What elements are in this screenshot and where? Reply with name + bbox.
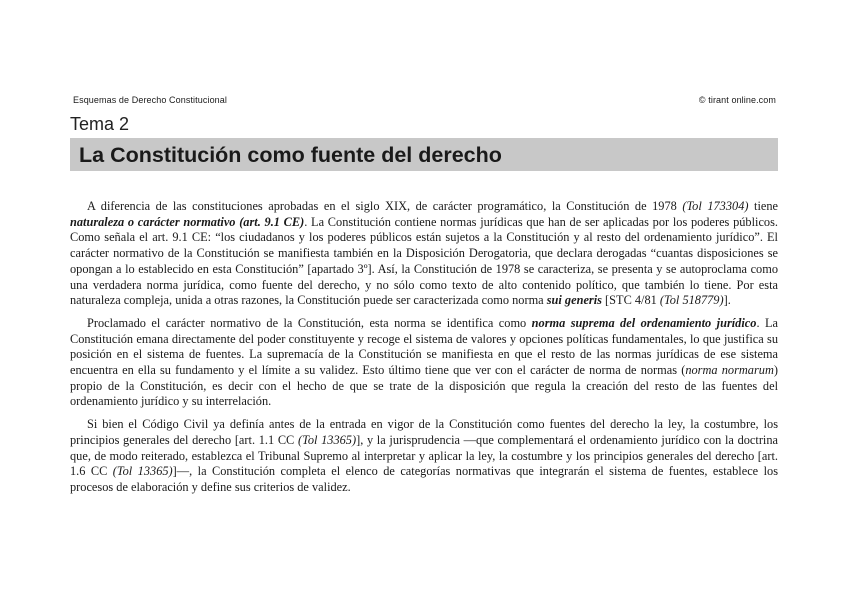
paragraph-text: [STC 4/81 (601, 293, 660, 308)
paragraph-text: Proclamado el carácter normativo de la Constitución, esta norma se identifica como (87, 315, 532, 330)
paragraph-text: . La Constitución contiene normas jurídicas que han de ser aplicadas por los poderes públicos. Como señala el art. 9.1 CE: “los ciudadanos y los poderes públicos están sujetos a la Constitución y al resto del ordenamiento jurídico”. El carácter normativo de la Constitución se manifiesta también en la Disposición Derogatoria, que declara derogadas “cuantas disposiciones se opongan a lo establecido en esta Constitución” [apartado 3º]. Así, la Constitución de 1978 se caracteriza, se presenta y se autoproclama como una verdadera norma jurídica, como fuente del derecho, y no sólo como texto de alto contenido político, que también lo tiene. Por esta naturaleza compleja, unida a otras razones, la Constitución puede ser caracterizada como norma (70, 214, 778, 308)
emphasized-term: naturaleza o carácter normativo (art. 9.1 CE) (70, 214, 305, 229)
paragraph-text: ], y la jurisprudencia —que complementará el ordenamiento jurídico con la doctrina que, de modo reiterado, establezca el Tribunal Supremo al interpretar y aplicar la ley, la costumbre y los principios generales del derecho [art. 1.6 CC (70, 432, 779, 479)
header-copyright: © tirant online.com (698, 95, 776, 105)
chapter-title: La Constitución como fuente del derecho (79, 143, 502, 167)
italic-reference: (Tol 13365) (297, 432, 357, 447)
paragraph-text: Si bien el Código Civil ya definía antes de la entrada en vigor de la Constitución como fuentes del derecho la ley, la costumbre, los principios generales del derecho [art. 1.1 CC (70, 417, 778, 447)
chapter-label: Tema 2 (70, 114, 130, 134)
italic-reference: (Tol 173304) (682, 199, 749, 213)
header-book-title: Esquemas de Derecho Constitucional (73, 95, 227, 105)
emphasized-term: sui generis (546, 293, 602, 308)
paragraph (70, 417, 778, 496)
paragraph-text: tiene (748, 199, 779, 213)
italic-reference: (Tol 518779) (659, 293, 724, 308)
paragraph-text: ) propio de la Constitución, es decir con el hecho de que se trate de la disposición que regula la creación del resto de las fuentes del ordenamiento jurídico y su interrelación. (70, 363, 778, 409)
italic-reference: norma normarum (685, 363, 774, 378)
paragraph-text: A diferencia de las constituciones aprobadas en el siglo XIX, de carácter programático, la Constitución de 1978 (87, 199, 683, 213)
running-header (70, 92, 778, 106)
emphasized-term: norma suprema del ordenamiento jurídico (531, 315, 757, 330)
document-page (70, 92, 778, 503)
italic-reference: (Tol 13365) (112, 464, 173, 479)
paragraph (70, 316, 778, 410)
paragraph-text: ]—, la Constitución completa el elenco de categorías normativas que integrarán el sistema de fuentes, establece los procesos de elaboración y define sus criterios de validez. (70, 464, 779, 494)
paragraph-text: ]. (723, 293, 731, 308)
chapter-title-bar (70, 138, 778, 171)
body-text (70, 199, 778, 496)
paragraph (70, 199, 778, 309)
paragraph-text: . La Constitución emana directamente del poder constituyente y recoge el sistema de valores y opciones políticas fundamentales, lo que justifica su posición en el sistema de fuentes. La supremacía de la Constitución se manifiesta en que el resto de las normas jurídicas de ese sistema encuentra en ella su fundamento y el límite a su validez. Esto último tiene que ver con el carácter de norma de normas ( (70, 315, 778, 378)
